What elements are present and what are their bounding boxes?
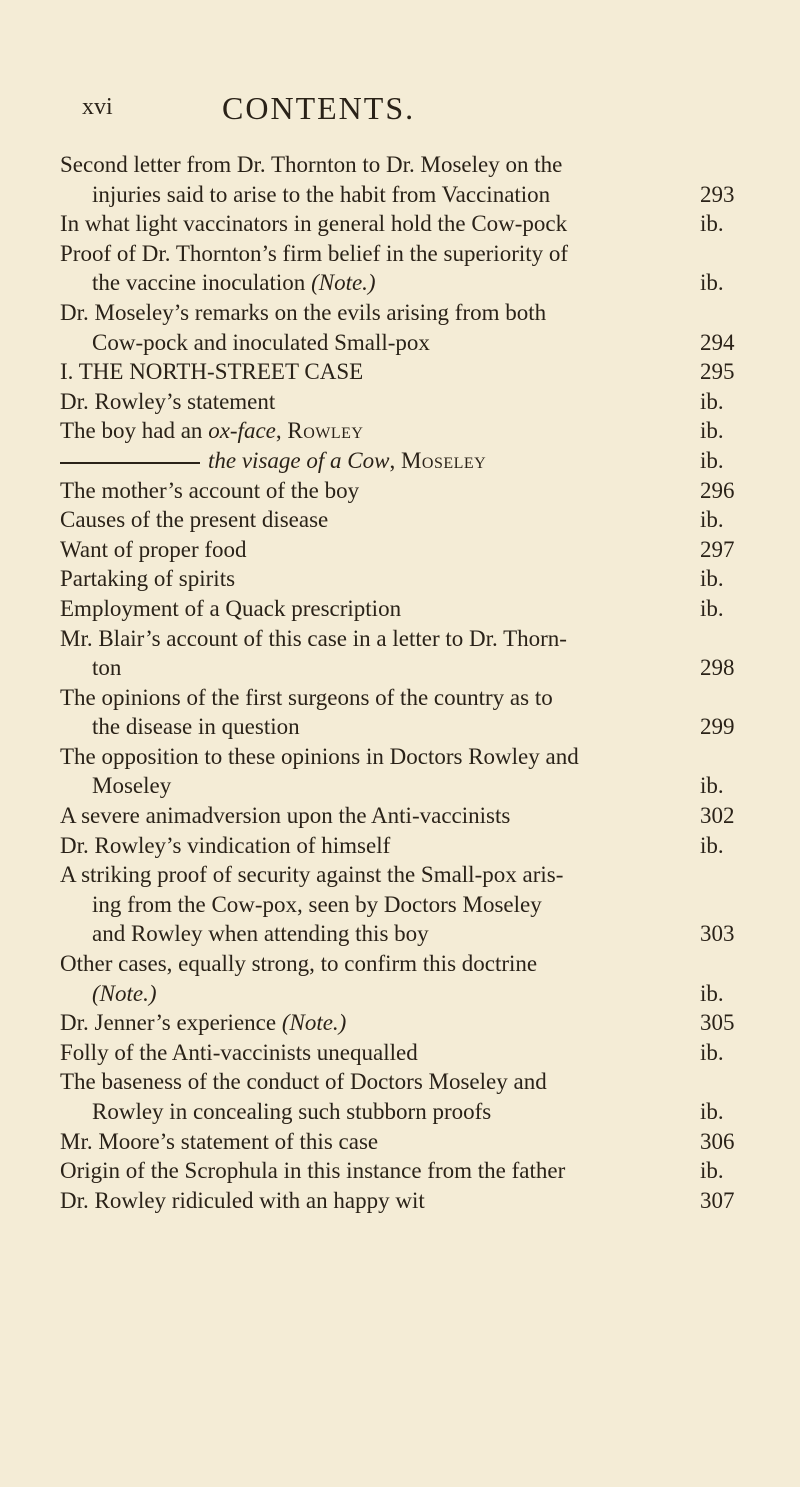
contents-entry [60,505,760,535]
entry-page-ref: ib. [700,566,724,592]
entry-text: The opinions of the first surgeons of the country as to [60,684,553,710]
entry-text: Dr. Rowley’s vindication of himself [60,832,391,858]
entry-line [60,919,760,949]
entry-page-ref: ib. [700,832,724,858]
entry-text: The boy had an ox-face, Rowley [60,418,364,444]
contents-entry [60,564,760,594]
entry-line [60,416,760,446]
entry-line [60,683,760,713]
entry-text: ing from the Cow-pox, seen by Doctors Moseley [92,891,542,917]
entry-page-ref: ib. [700,270,724,296]
contents-entry [60,801,760,831]
entry-text: The mother’s account of the boy [60,477,360,503]
entry-page-ref: 296 [700,477,735,503]
entry-page-ref: ib. [700,447,724,473]
entry-page-ref: ib. [700,773,724,799]
entry-page-ref: 303 [700,921,735,947]
contents-entry [60,1127,760,1157]
entry-text: Proof of Dr. Thornton’s firm belief in the superiority of [60,240,569,266]
entry-line [60,298,760,328]
entry-line [60,239,760,269]
contents-entry [60,1008,760,1038]
entry-line [60,564,760,594]
entry-text: The opposition to these opinions in Doctors Rowley and [60,743,579,769]
contents-entry [60,298,760,357]
entry-page-ref: 307 [700,1187,735,1213]
entry-page-ref: ib. [700,980,724,1006]
page-header [0,90,800,140]
entry-page-ref: 293 [700,181,735,207]
entry-line [60,1008,760,1038]
entry-page-ref: 306 [700,1128,735,1154]
entry-line [60,979,760,1009]
entry-text: Second letter from Dr. Thornton to Dr. Moseley on the [60,152,563,177]
entry-text: and Rowley when attending this boy [92,921,429,947]
contents-entry [60,209,760,239]
entry-page-ref: 294 [700,329,735,355]
entry-text: Other cases, equally strong, to confirm this doctrine [60,951,538,977]
entry-page-ref: 302 [700,803,735,829]
entry-text: Want of proper food [60,536,247,562]
contents-entry [60,1067,760,1126]
entry-line [60,357,760,387]
contents-entry [60,239,760,298]
entry-text: Dr. Rowley’s statement [60,388,276,414]
entry-page-ref: ib. [700,211,724,237]
entry-text: Folly of the Anti-vaccinists unequalled [60,1039,418,1065]
entry-text: (Note.) [92,980,157,1006]
entry-line [60,446,760,476]
entry-text: the disease in question [92,714,300,740]
contents-entry [60,150,760,209]
contents-entry [60,831,760,861]
contents-list [60,150,760,1215]
entry-text: Mr. Blair’s account of this case in a letter to Dr. Thorn- [60,625,567,651]
entry-line [60,594,760,624]
entry-page-ref: ib. [700,1099,724,1124]
contents-entry [60,387,760,417]
entry-line [60,535,760,565]
entry-page-ref: ib. [700,418,724,444]
contents-entry [60,624,760,683]
contents-entry [60,683,760,742]
entry-text: Dr. Jenner’s experience (Note.) [60,1010,347,1036]
entry-line [60,890,760,920]
entry-text: Moseley [92,773,172,799]
entry-line [60,949,760,979]
entry-text: the visage of a Cow, Moseley [208,447,487,473]
entry-page-ref: 299 [700,714,735,740]
entry-line [60,387,760,417]
entry-line [60,328,760,358]
entry-page-ref: 295 [700,359,735,385]
entry-line [60,771,760,801]
entry-text: A striking proof of security against the Small-pox aris- [60,862,564,888]
contents-entry [60,357,760,387]
entry-text: Origin of the Scrophula in this instance from the father [60,1158,566,1184]
entry-line [60,624,760,654]
entry-page-ref: 305 [700,1010,735,1036]
entry-text: Rowley in concealing such stubborn proofs [92,1099,492,1124]
entry-text: The baseness of the conduct of Doctors Moseley and [60,1069,547,1095]
contents-entry [60,1156,760,1186]
entry-page-ref: ib. [700,388,724,414]
entry-text: ton [92,655,122,681]
entry-line [60,712,760,742]
entry-line [60,180,760,210]
contents-entry [60,742,760,801]
contents-entry [60,535,760,565]
entry-text: Mr. Moore’s statement of this case [60,1128,379,1154]
contents-entry [60,416,760,446]
page-number: xvi [82,94,113,120]
entry-text: Causes of the present disease [60,507,329,533]
entry-text: Dr. Rowley ridiculed with an happy wit [60,1187,425,1213]
contents-entry [60,949,760,1008]
contents-entry [60,594,760,624]
entry-line [60,209,760,239]
entry-line [60,801,760,831]
running-head: CONTENTS. [222,90,416,126]
entry-page-ref: 298 [700,655,735,681]
contents-entry [60,860,760,949]
entry-line [60,476,760,506]
entry-line [60,1156,760,1186]
contents-entry [60,476,760,506]
entry-page-ref: ib. [700,595,724,621]
entry-page-ref: ib. [700,1039,724,1065]
entry-text: Partaking of spirits [60,566,236,592]
entry-text: injuries said to arise to the habit from Vaccination [92,181,551,207]
entry-line [60,653,760,683]
contents-entry [60,1038,760,1068]
entry-line [60,742,760,772]
entry-line [60,1186,760,1216]
entry-line [60,268,760,298]
ditto-rule [60,462,200,464]
entry-page-ref: ib. [700,1158,724,1184]
entry-line [60,1097,760,1127]
entry-line [60,1067,760,1097]
entry-text: Cow-pock and inoculated Small-pox [92,329,430,355]
contents-entry [60,446,760,476]
entry-page-ref: ib. [700,507,724,533]
entry-line [60,1127,760,1157]
entry-text: I. THE NORTH-STREET CASE [60,359,364,385]
entry-text: the vaccine inoculation (Note.) [92,270,376,296]
entry-text: Dr. Moseley’s remarks on the evils arising from both [60,299,547,325]
entry-text: In what light vaccinators in general hold the Cow-pock [60,211,568,237]
entry-line [60,831,760,861]
entry-text: A severe animadversion upon the Anti-vaccinists [60,803,511,829]
entry-line [60,860,760,890]
entry-line [60,1038,760,1068]
entry-page-ref: 297 [700,536,735,562]
entry-text: Employment of a Quack prescription [60,595,402,621]
entry-line [60,505,760,535]
entry-line [60,150,760,180]
contents-entry [60,1186,760,1216]
